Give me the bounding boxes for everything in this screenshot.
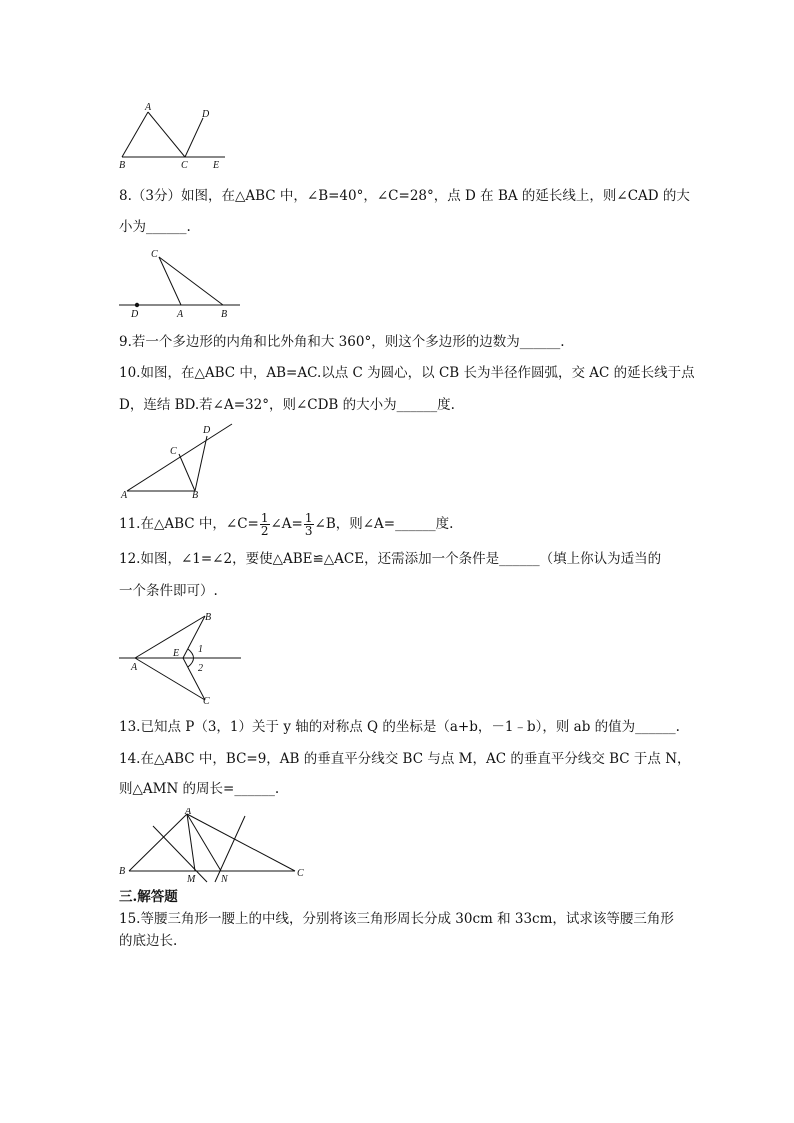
q11-suffix: ∠B，则∠A=______度. — [314, 516, 454, 532]
label-E: E — [213, 160, 220, 171]
q14-line1: 14.在△ABC 中，BC=9，AB 的垂直平分线交 BC 与点 M，AC 的垂直平分线交 BC 于点 N， — [119, 751, 691, 767]
label-E: E — [173, 648, 180, 659]
label-B: B — [119, 866, 126, 877]
fraction2-denominator: 3 — [304, 524, 313, 538]
fraction2-numerator: 1 — [304, 511, 313, 525]
figure-q8 — [115, 245, 245, 320]
q13-line1: 13.已知点 P（3，1）关于 y 轴的对称点 Q 的坐标是（a+b，－1﹣b），则 ab 的值为______. — [119, 719, 680, 735]
q15-line2: 的底边长. — [119, 933, 178, 949]
label-B: B — [119, 160, 126, 171]
q14-line2: 则△AMN 的周长=______. — [119, 781, 280, 797]
label-C: C — [181, 160, 188, 171]
label-A: A — [131, 662, 138, 673]
label-B: B — [221, 309, 228, 320]
label-N: N — [221, 874, 228, 885]
q11-middle: ∠A= — [270, 516, 303, 532]
label-B: B — [192, 490, 199, 501]
q8-line2: 小为______. — [119, 219, 191, 235]
q10-line1: 10.如图，在△ABC 中，AB=AC.以点 C 为圆心，以 CB 长为半径作圆弧，交 AC 的延长线于点 — [119, 365, 695, 381]
label-A: A — [121, 490, 128, 501]
q11-line — [119, 510, 453, 538]
label-C: C — [151, 249, 158, 260]
q8-line1: 8.（3分）如图，在△ABC 中，∠B=40°，∠C=28°，点 D 在 BA 的延长线上，则∠CAD 的大 — [119, 188, 690, 204]
label-C: C — [203, 696, 210, 707]
label-D: D — [202, 109, 210, 120]
fraction-one-third — [304, 512, 314, 537]
q12-line2: 一个条件即可）. — [119, 583, 218, 599]
fraction1-denominator: 2 — [260, 524, 269, 538]
label-A: A — [177, 309, 184, 320]
label-angle-1: 1 — [198, 644, 203, 655]
label-C: C — [170, 446, 177, 457]
label-B: B — [205, 612, 212, 623]
figure-q12 — [115, 608, 245, 708]
q10-line2: D，连结 BD.若∠A=32°，则∠CDB 的大小为______度. — [119, 397, 455, 413]
label-A: A — [185, 808, 192, 817]
q9-line1: 9.若一个多边形的内角和比外角和大 360°，则这个多边形的边数为______. — [119, 334, 565, 350]
label-angle-2: 2 — [198, 663, 203, 674]
label-A: A — [145, 102, 152, 113]
label-D: D — [131, 309, 139, 320]
figure-q7 — [115, 100, 235, 172]
figure-q10 — [115, 418, 240, 502]
section-3-heading: 三.解答题 — [119, 889, 178, 905]
fraction-one-half — [260, 512, 270, 537]
q12-line1: 12.如图，∠1=∠2，要使△ABE≌△ACE，还需添加一个条件是______（填上你认为适当的 — [119, 551, 662, 567]
figure-q14 — [115, 808, 310, 886]
q11-prefix: 11.在△ABC 中，∠C= — [119, 516, 259, 532]
q15-line1: 15.等腰三角形一腰上的中线，分别将该三角形周长分成 30cm 和 33cm，试求该等腰三角形 — [119, 911, 674, 927]
fraction1-numerator: 1 — [260, 511, 269, 525]
label-D: D — [203, 425, 211, 436]
label-M: M — [187, 874, 196, 885]
label-C: C — [297, 868, 304, 879]
